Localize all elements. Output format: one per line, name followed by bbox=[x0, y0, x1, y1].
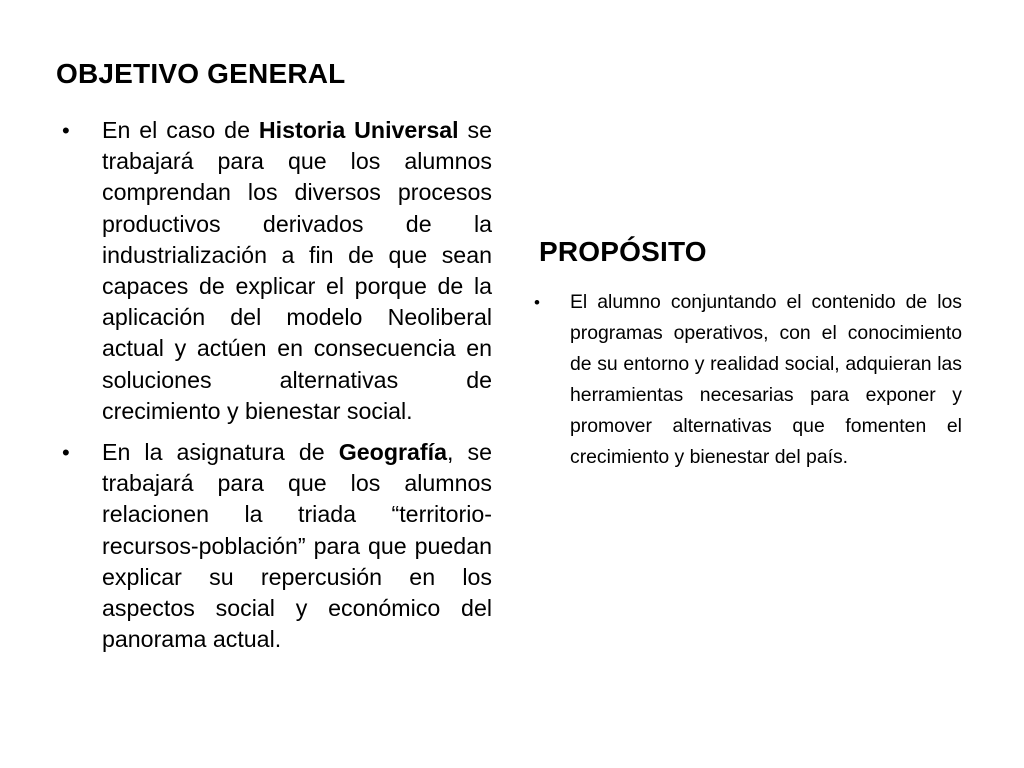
historia-text-start: En el caso de bbox=[102, 117, 259, 143]
bullet-icon: • bbox=[62, 440, 70, 466]
geografia-emphasis: Geografía bbox=[338, 439, 447, 466]
objetivo-general-title: OBJETIVO GENERAL bbox=[56, 58, 346, 89]
historia-universal-emphasis: Historia Universal bbox=[258, 117, 459, 143]
historia-text-rest: se trabajará para que los alumnos comprendan los diversos procesos productivos derivados de la industrialización a fin de que sean capaces de explicar el porque de la aplicación del modelo Neoliberal actual y actúen en consecuencia en soluciones alternativas de crecimiento y bienestar social. bbox=[102, 117, 492, 424]
bullet-icon: • bbox=[62, 118, 70, 143]
proposito-title: PROPÓSITO bbox=[539, 236, 707, 267]
objetivo-bullet-historia bbox=[60, 115, 492, 427]
objetivo-general-list bbox=[60, 115, 492, 665]
proposito-text: El alumno conjuntando el contenido de los programas operativos, con el conocimiento de su entorno y realidad social, adquieran las herramientas necesarias para exponer y promover alternativas que fomenten el crecimiento y bienestar del país. bbox=[570, 291, 962, 468]
proposito-list bbox=[534, 287, 962, 473]
bullet-icon: • bbox=[534, 293, 540, 312]
geografia-text-start: En la asignatura de bbox=[102, 439, 339, 466]
geografia-text-rest: , se trabajará para que los alumnos relacionen la triada “territorio-recursos-población” para que puedan explicar su repercusión en los aspectos social y económico del panorama actual. bbox=[102, 439, 492, 653]
proposito-bullet bbox=[534, 287, 962, 473]
objetivo-bullet-geografia bbox=[60, 437, 492, 655]
